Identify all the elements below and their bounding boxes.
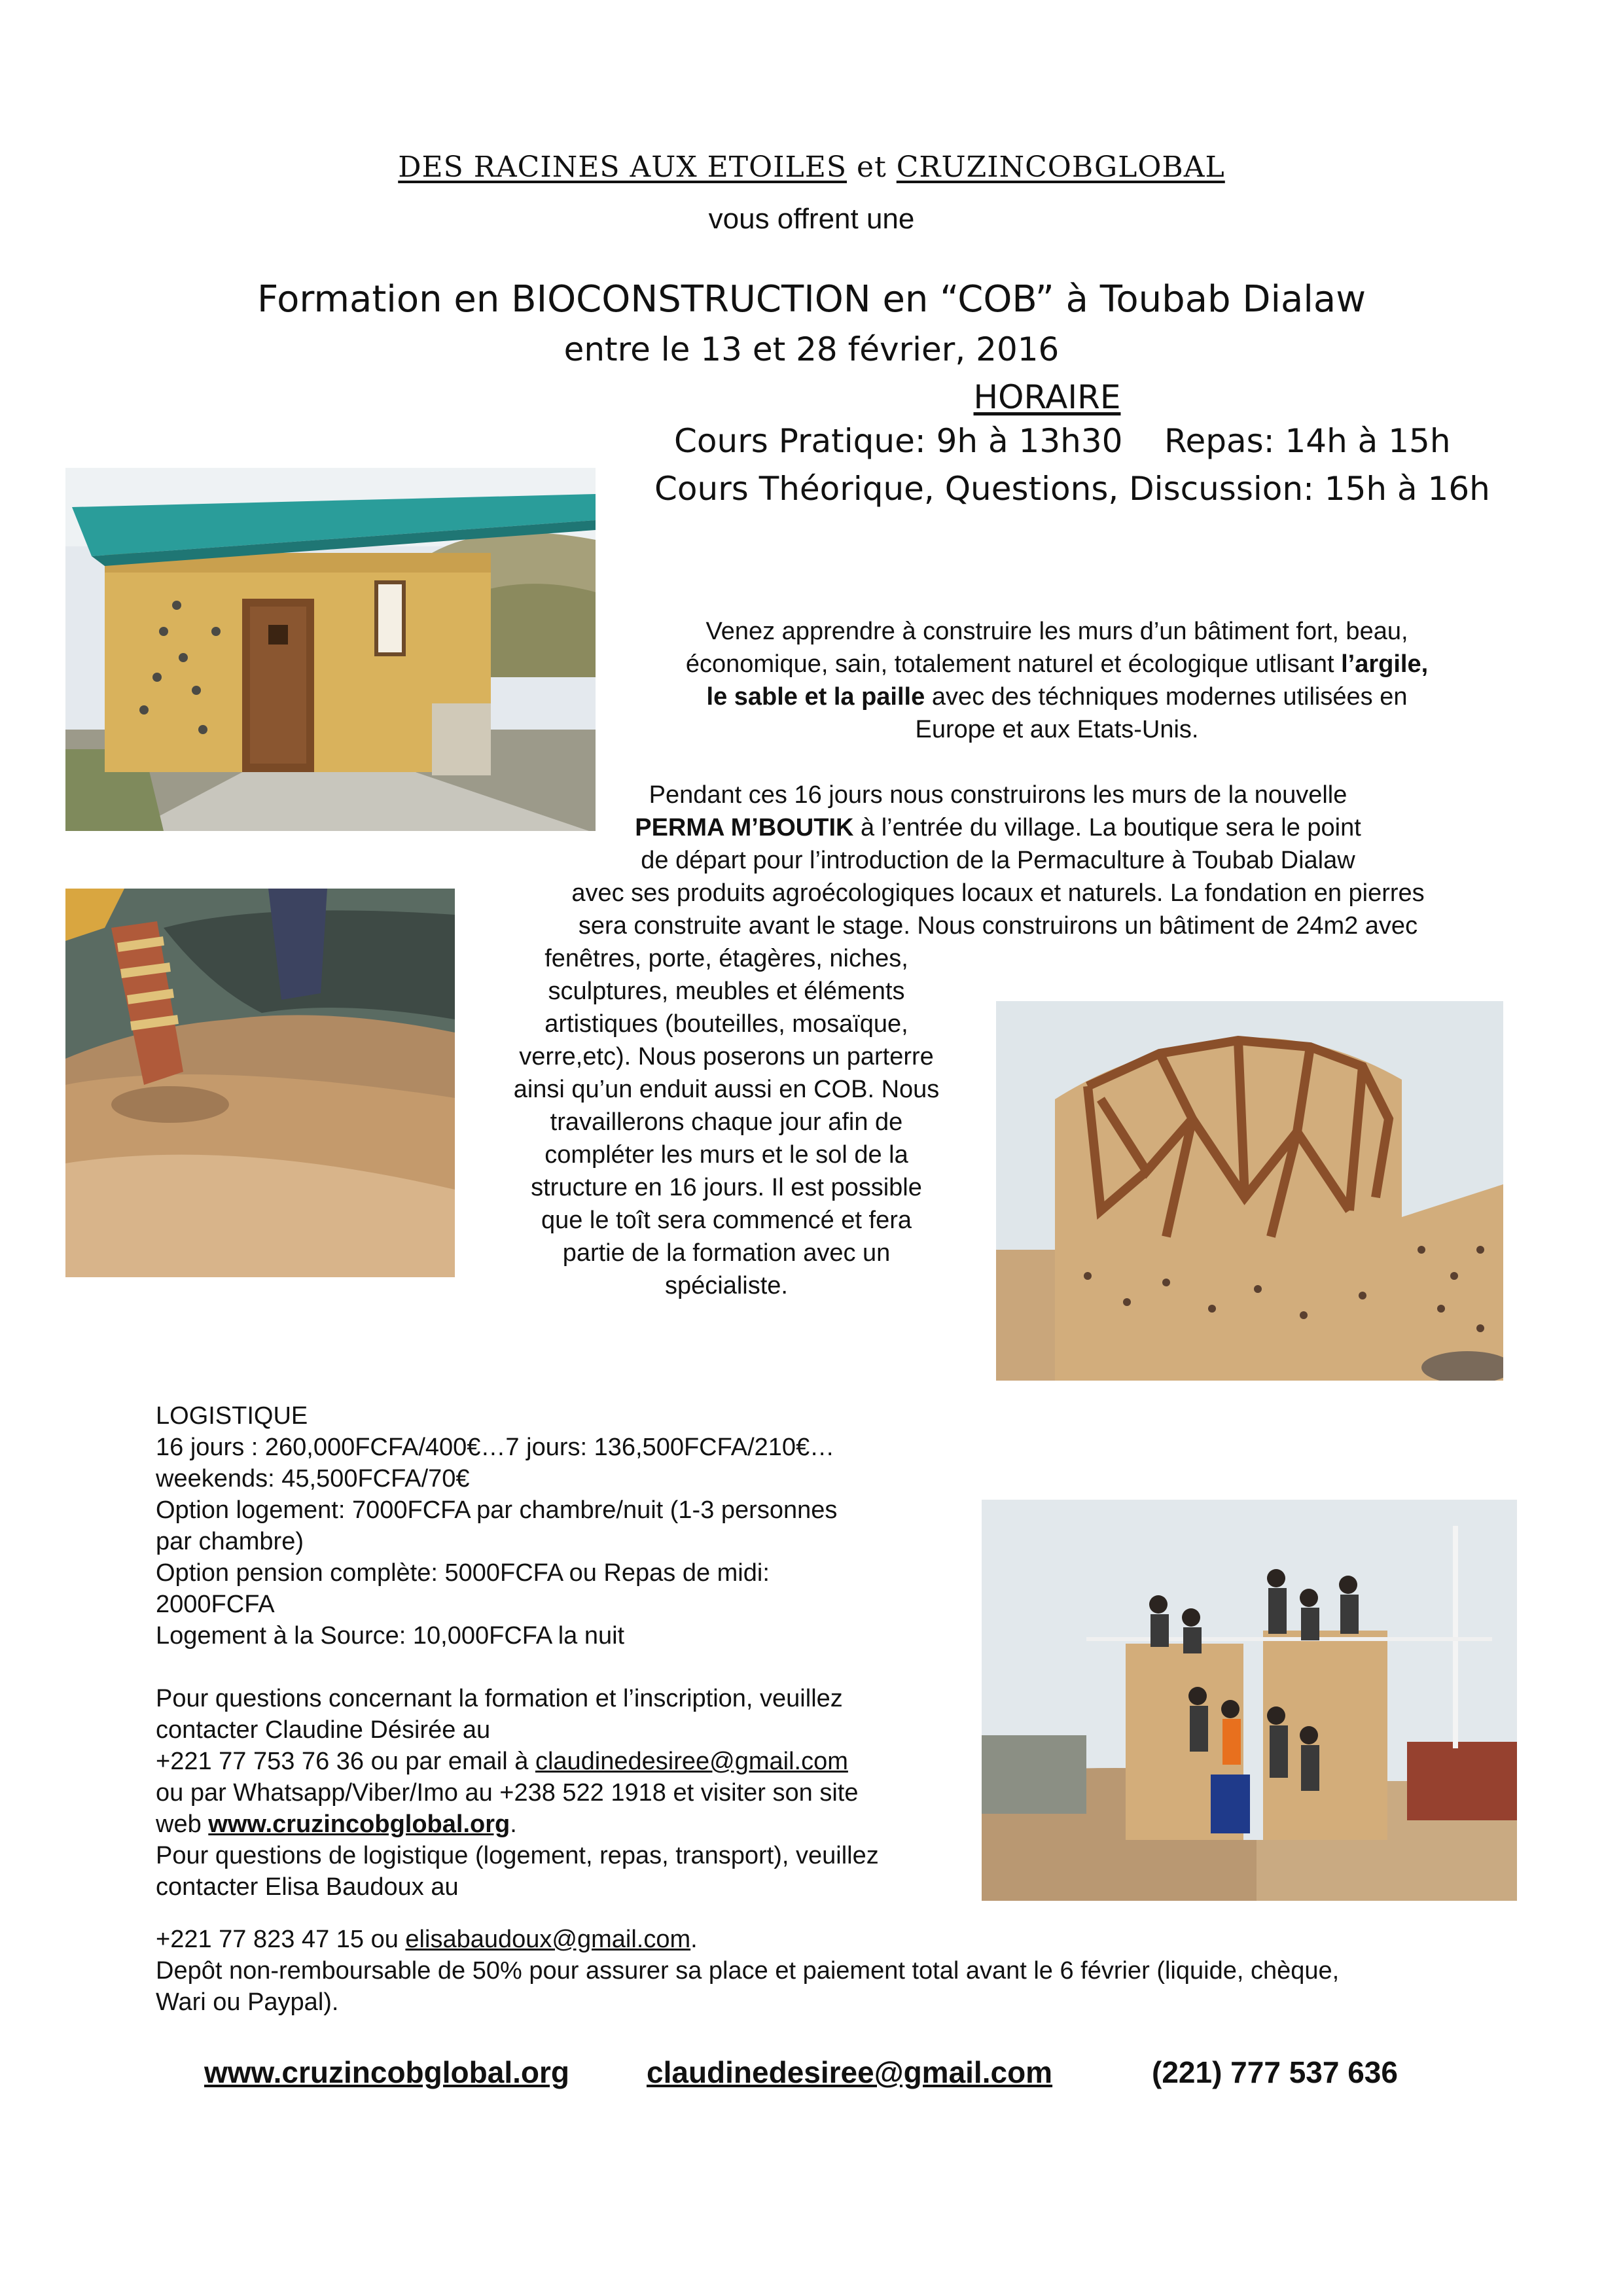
contact-line-1: Pour questions concernant la formation et l’inscription, veuillez — [156, 1685, 843, 1712]
project-line-15: partie de la formation avec un — [562, 1239, 891, 1267]
intro-bold-argile: l’argile, — [1341, 650, 1429, 678]
intro-paragraph — [615, 615, 1499, 746]
project-column — [481, 942, 972, 1302]
project-line-2: PERMA M’BOUTIK à l’entrée du village. La boutique sera le point — [635, 814, 1361, 841]
logistics-section-2 — [156, 1924, 1478, 2018]
project-line-9: verre,etc). Nous poserons un parterre — [519, 1043, 934, 1070]
claudine-email-link[interactable]: claudinedesiree@gmail.com — [535, 1748, 848, 1775]
connector-et: et — [857, 150, 887, 184]
cob-wall-lattice-photo — [996, 1001, 1503, 1381]
cob-house-photo — [65, 468, 596, 831]
intro-line-4: Europe et aux Etats-Unis. — [915, 716, 1199, 743]
intro-line-2: économique, sain, totalement naturel et écologique utlisant l’argile, — [685, 650, 1429, 678]
project-line-7: sculptures, meubles et éléments — [548, 978, 905, 1005]
page-title: Formation en BIOCONSTRUCTION en “COB” à Toubab Dialaw — [257, 278, 1366, 321]
schedule-theory: Cours Théorique, Questions, Discussion: 15h à 16h — [654, 470, 1490, 508]
project-line-1: Pendant ces 16 jours nous construirons les murs de la nouvelle — [649, 781, 1347, 809]
project-line-11: travaillerons chaque jour afin de — [550, 1108, 903, 1136]
schedule-practical: Cours Pratique: 9h à 13h30 — [674, 422, 1123, 460]
perma-boutik: PERMA M’BOUTIK — [635, 814, 854, 841]
lodging-option-1: Option logement: 7000FCFA par chambre/nuit (1-3 personnes — [156, 1496, 838, 1524]
intro-bold-sable: le sable et la paille — [706, 683, 925, 711]
footer-website-link[interactable]: www.cruzincobglobal.org — [204, 2055, 569, 2089]
offer-line: vous offrent une — [708, 203, 915, 235]
intro-line-1: Venez apprendre à construire les murs d’un bâtiment fort, beau, — [705, 618, 1408, 645]
project-line-14: que le toît sera commencé et fera — [541, 1207, 912, 1234]
schedule-heading: HORAIRE — [973, 378, 1121, 416]
price-line-1: 16 jours : 260,000FCFA/400€…7 jours: 136,500FCFA/210€… — [156, 1434, 835, 1461]
website-link[interactable]: www.cruzincobglobal.org — [208, 1810, 510, 1838]
schedule-practical-row — [674, 422, 1451, 460]
project-line-13: structure en 16 jours. Il est possible — [531, 1174, 922, 1201]
source-lodging: Logement à la Source: 10,000FCFA la nuit — [156, 1622, 625, 1650]
cob-mixing-image — [65, 889, 455, 1277]
project-line-12: compléter les murs et le sol de la — [544, 1141, 908, 1169]
meal-option-1: Option pension complète: 5000FCFA ou Repas de midi: — [156, 1559, 770, 1587]
contact-line-5: web www.cruzincobglobal.org. — [156, 1810, 517, 1838]
cob-mixing-photo — [65, 889, 455, 1277]
contact-line-4: ou par Whatsapp/Viber/Imo au +238 522 1918 et visiter son site — [156, 1779, 859, 1807]
meal-option-2: 2000FCFA — [156, 1591, 275, 1618]
footer-phone: (221) 777 537 636 — [1152, 2055, 1398, 2089]
cob-house-image — [65, 468, 596, 831]
contact-line-6: Pour questions de logistique (logement, repas, transport), veuillez — [156, 1842, 879, 1869]
deposit-line-2: Wari ou Paypal). — [156, 1988, 339, 2016]
contact-line-8: +221 77 823 47 15 ou elisabaudoux@gmail.com. — [156, 1926, 698, 1953]
logistics-section — [156, 1400, 941, 1903]
project-line-10: ainsi qu’un enduit aussi en COB. Nous — [513, 1076, 940, 1103]
project-line-4: avec ses produits agroécologiques locaux et naturels. La fondation en pierres — [571, 879, 1425, 907]
project-line-16: spécialiste. — [665, 1272, 788, 1299]
organizers-line — [0, 150, 1623, 184]
org-des-racines: DES RACINES AUX ETOILES — [398, 150, 847, 184]
logistics-heading: LOGISTIQUE — [156, 1402, 308, 1430]
schedule-meal: Repas: 14h à 15h — [1164, 422, 1451, 460]
project-paragraph — [497, 779, 1499, 942]
elisa-email-link[interactable]: elisabaudoux@gmail.com — [405, 1926, 691, 1953]
footer-email-link[interactable]: claudinedesiree@gmail.com — [647, 2055, 1053, 2089]
group-photo — [982, 1500, 1517, 1901]
contact-line-3: +221 77 753 76 36 ou par email à claudinedesiree@gmail.com — [156, 1748, 848, 1775]
course-dates: entre le 13 et 28 février, 2016 — [563, 330, 1060, 368]
lodging-option-2: par chambre) — [156, 1528, 304, 1555]
org-cruzincobglobal: CRUZINCOBGLOBAL — [896, 150, 1225, 184]
contact-line-2: contacter Claudine Désirée au — [156, 1716, 491, 1744]
cob-wall-lattice-image — [996, 1001, 1503, 1381]
project-line-6: fenêtres, porte, étagères, niches, — [544, 945, 908, 972]
project-line-3: de départ pour l’introduction de la Permaculture à Toubab Dialaw — [641, 847, 1355, 874]
deposit-line-1: Depôt non-remboursable de 50% pour assurer sa place et paiement total avant le 6 février (liquide, chèque, — [156, 1957, 1340, 1985]
contact-line-7: contacter Elisa Baudoux au — [156, 1873, 459, 1901]
project-line-8: artistiques (bouteilles, mosaïque, — [544, 1010, 908, 1038]
group-on-walls-image — [982, 1500, 1517, 1901]
project-line-5: sera construite avant le stage. Nous construirons un bâtiment de 24m2 avec — [578, 912, 1418, 940]
price-line-2: weekends: 45,500FCFA/70€ — [156, 1465, 470, 1492]
intro-line-3: le sable et la paille avec des téchniques modernes utilisées en — [706, 683, 1408, 711]
